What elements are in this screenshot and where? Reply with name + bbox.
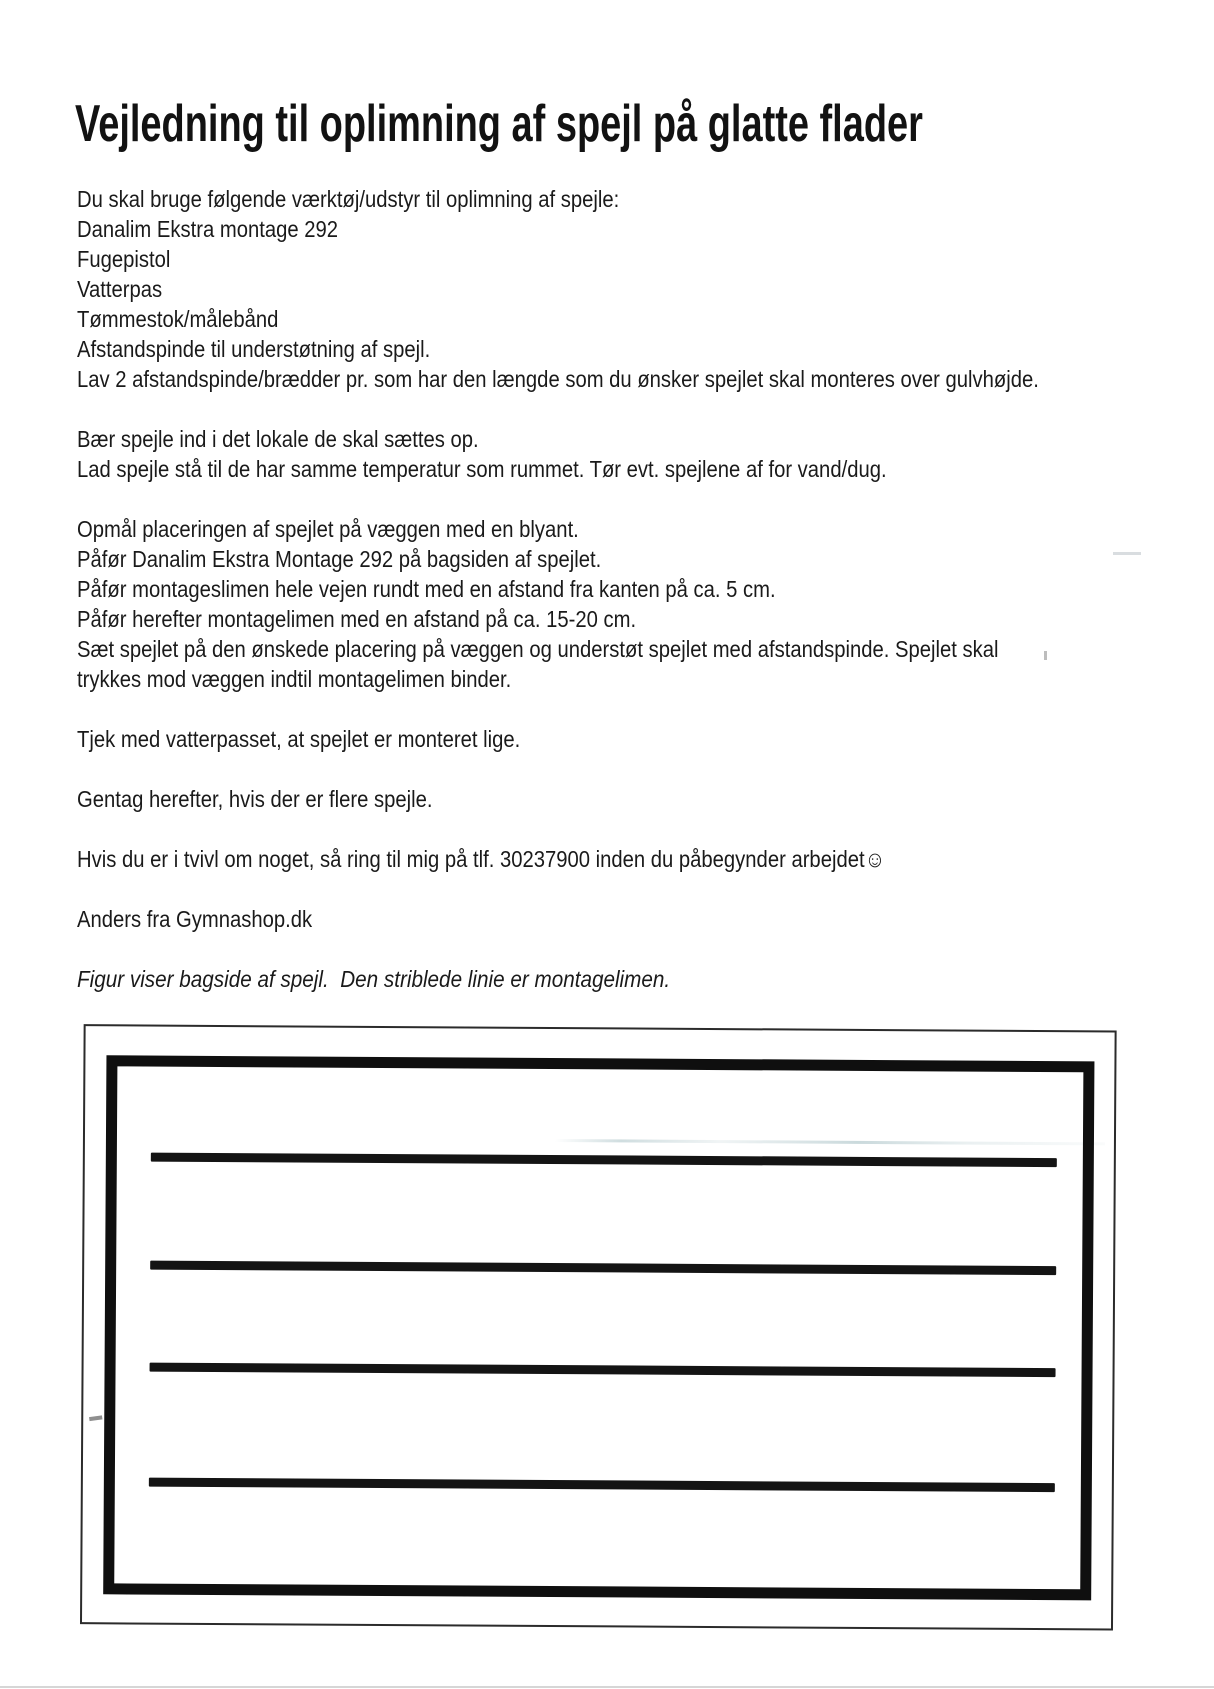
scanner-edge-line <box>0 1686 1214 1688</box>
signature-line: Anders fra Gymnashop.dk <box>77 906 313 932</box>
text-line: Sæt spejlet på den ønskede placering på væggen og understøt spejlet med afstandspinde. Spejlet skal <box>77 636 999 662</box>
text-line: Fugepistol <box>77 246 171 272</box>
mirror-perimeter-glue-bead <box>103 1055 1094 1600</box>
text-line: Danalim Ekstra montage 292 <box>77 216 339 242</box>
text-line: Påfør Danalim Ekstra Montage 292 på bagsiden af spejlet. <box>77 546 602 572</box>
contact-paragraph <box>77 844 1214 874</box>
acclimatize-paragraph <box>77 424 1214 484</box>
text-line: Lav 2 afstandspinde/brædder pr. som har den længde som du ønsker spejlet skal monteres over gulvhøjde. <box>77 366 1039 392</box>
scan-mark-artifact <box>89 1415 102 1421</box>
text-line: Tjek med vatterpasset, at spejlet er monteret lige. <box>77 726 521 752</box>
text-line: Bær spejle ind i det lokale de skal sættes op. <box>77 426 479 452</box>
text-line: Hvis du er i tvivl om noget, så ring til mig på tlf. 30237900 inden du påbegynder arbejdet☺ <box>77 846 886 872</box>
figure-caption <box>77 964 1214 994</box>
scan-speck-artifact <box>1044 651 1047 660</box>
text-line: Afstandspinde til understøtning af spejl. <box>77 336 431 362</box>
text-line: Opmål placeringen af spejlet på væggen med en blyant. <box>77 516 579 542</box>
document-title: Vejledning til oplimning af spejl på glatte flader <box>75 95 923 153</box>
document-body <box>77 184 1214 994</box>
tools-list-paragraph <box>77 184 1214 394</box>
mirror-back-figure <box>80 1024 1117 1630</box>
text-line: Du skal bruge følgende værktøj/udstyr til oplimning af spejle: <box>77 186 620 212</box>
scan-dash-artifact <box>1113 552 1141 555</box>
figure-caption-line: Figur viser bagside af spejl. Den striblede linie er montagelimen. <box>77 966 671 992</box>
text-line: trykkes mod væggen indtil montagelimen binder. <box>77 666 512 692</box>
signature-paragraph <box>77 904 1214 934</box>
text-line: Gentag herefter, hvis der er flere spejle. <box>77 786 433 812</box>
text-line: Lad spejle stå til de har samme temperatur som rummet. Tør evt. spejlene af for vand/dug. <box>77 456 887 482</box>
mounting-steps-paragraph <box>77 514 1214 694</box>
text-line: Vatterpas <box>77 276 163 302</box>
text-line: Tømmestok/målebånd <box>77 306 279 332</box>
text-line: Påfør montageslimen hele vejen rundt med en afstand fra kanten på ca. 5 cm. <box>77 576 776 602</box>
repeat-paragraph <box>77 784 1214 814</box>
text-line: Påfør herefter montagelimen med en afstand på ca. 15-20 cm. <box>77 606 637 632</box>
level-check-paragraph <box>77 724 1214 754</box>
